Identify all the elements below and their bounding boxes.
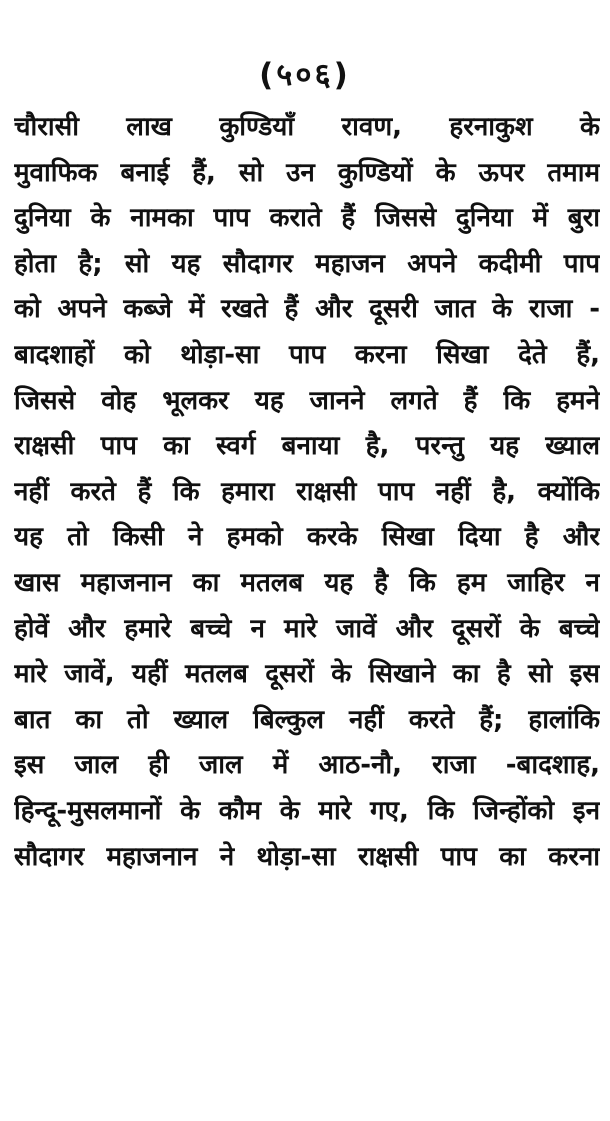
text-line: राक्षसी पाप का स्वर्ग बनाया है, परन्तु यह ख्याल bbox=[14, 431, 600, 462]
text-line: नहीं करते हैं कि हमारा राक्षसी पाप नहीं है, क्योंकि bbox=[14, 476, 600, 507]
text-line: को अपने कब्जे में रखते हैं और दूसरी जात के राजा - bbox=[14, 294, 600, 325]
text-line: यह तो किसी ने हमको करके सिखा दिया है और bbox=[14, 522, 600, 553]
text-line: मुवाफिक बनाई हैं, सो उन कुण्डियों के ऊपर तमाम bbox=[14, 157, 600, 188]
page-number: (५०६) bbox=[259, 57, 351, 93]
text-line: बादशाहों को थोड़ा-सा पाप करना सिखा देते हैं, bbox=[14, 339, 600, 370]
text-line: जिससे वोह भूलकर यह जानने लगते हैं कि हमने bbox=[14, 385, 600, 416]
text-line: खास महाजनान का मतलब यह है कि हम जाहिर न bbox=[14, 567, 600, 598]
text-line: सौदागर महाजनान ने थोड़ा-सा राक्षसी पाप का करना bbox=[14, 841, 600, 872]
text-line: मारे जावें, यहीं मतलब दूसरों के सिखाने का है सो इस bbox=[14, 659, 600, 690]
text-line: होवें और हमारे बच्चे न मारे जावें और दूसरों के बच्चे bbox=[14, 613, 600, 644]
text-line: होता है; सो यह सौदागर महाजन अपने कदीमी पाप bbox=[14, 248, 600, 279]
text-line: दुनिया के नामका पाप कराते हैं जिससे दुनिया में बुरा bbox=[14, 203, 600, 234]
text-line: चौरासी लाख कुण्डियाँ रावण, हरनाकुश के bbox=[14, 112, 600, 142]
text-line: इस जाल ही जाल में आठ-नौ, राजा -बादशाह, bbox=[14, 750, 600, 781]
text-line: हिन्दू-मुसलमानों के कौम के मारे गए, कि जिन्होंको इन bbox=[14, 795, 600, 826]
body-text bbox=[14, 105, 600, 880]
text-line: बात का तो ख्याल बिल्कुल नहीं करते हैं; हालांकि bbox=[14, 704, 600, 735]
